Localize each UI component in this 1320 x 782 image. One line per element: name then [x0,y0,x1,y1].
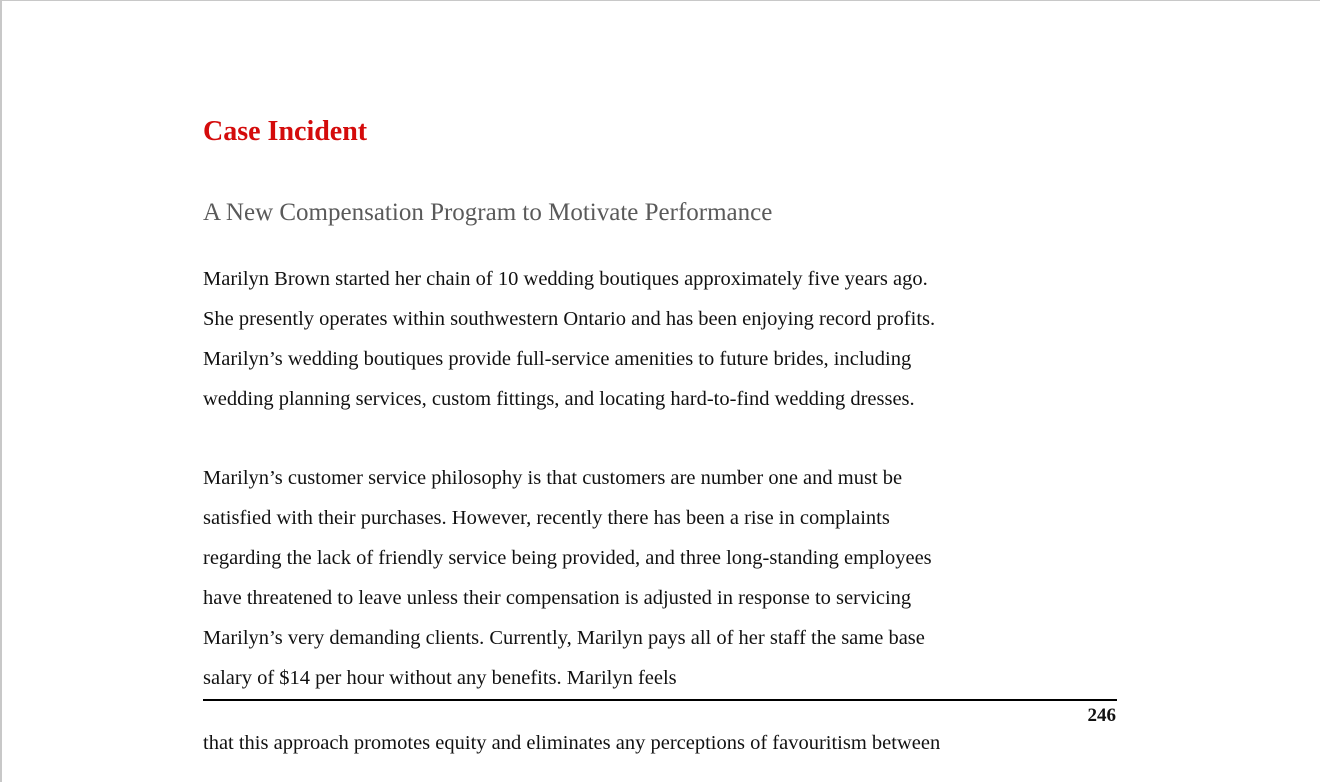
paragraph-1-line: Marilyn’s wedding boutiques provide full-service amenities to future brides, including [203,348,912,370]
paragraph-2-line: regarding the lack of friendly service being provided, and three long-standing employees [203,547,932,569]
paragraph-2-line: salary of $14 per hour without any benefits. Marilyn feels [203,667,677,689]
paragraph-1-line: Marilyn Brown started her chain of 10 wedding boutiques approximately five years ago. [203,268,928,290]
page-number: 246 [1087,705,1116,726]
next-page-line: that this approach promotes equity and eliminates any perceptions of favouritism between [203,732,941,754]
page-break-rule [203,699,1117,701]
paragraph-1-line: wedding planning services, custom fittings, and locating hard-to-find wedding dresses. [203,388,915,410]
paragraph-2-line: have threatened to leave unless their compensation is adjusted in response to servicing [203,587,912,609]
paragraph-1-line: She presently operates within southwestern Ontario and has been enjoying record profits. [203,308,936,330]
case-title: A New Compensation Program to Motivate Performance [203,199,773,226]
paragraph-2-line: Marilyn’s customer service philosophy is that customers are number one and must be [203,467,903,489]
paragraph-2-line: satisfied with their purchases. However, recently there has been a rise in complaints [203,507,890,529]
paragraph-2-line: Marilyn’s very demanding clients. Currently, Marilyn pays all of her staff the same base [203,627,925,649]
section-heading: Case Incident [203,116,368,147]
